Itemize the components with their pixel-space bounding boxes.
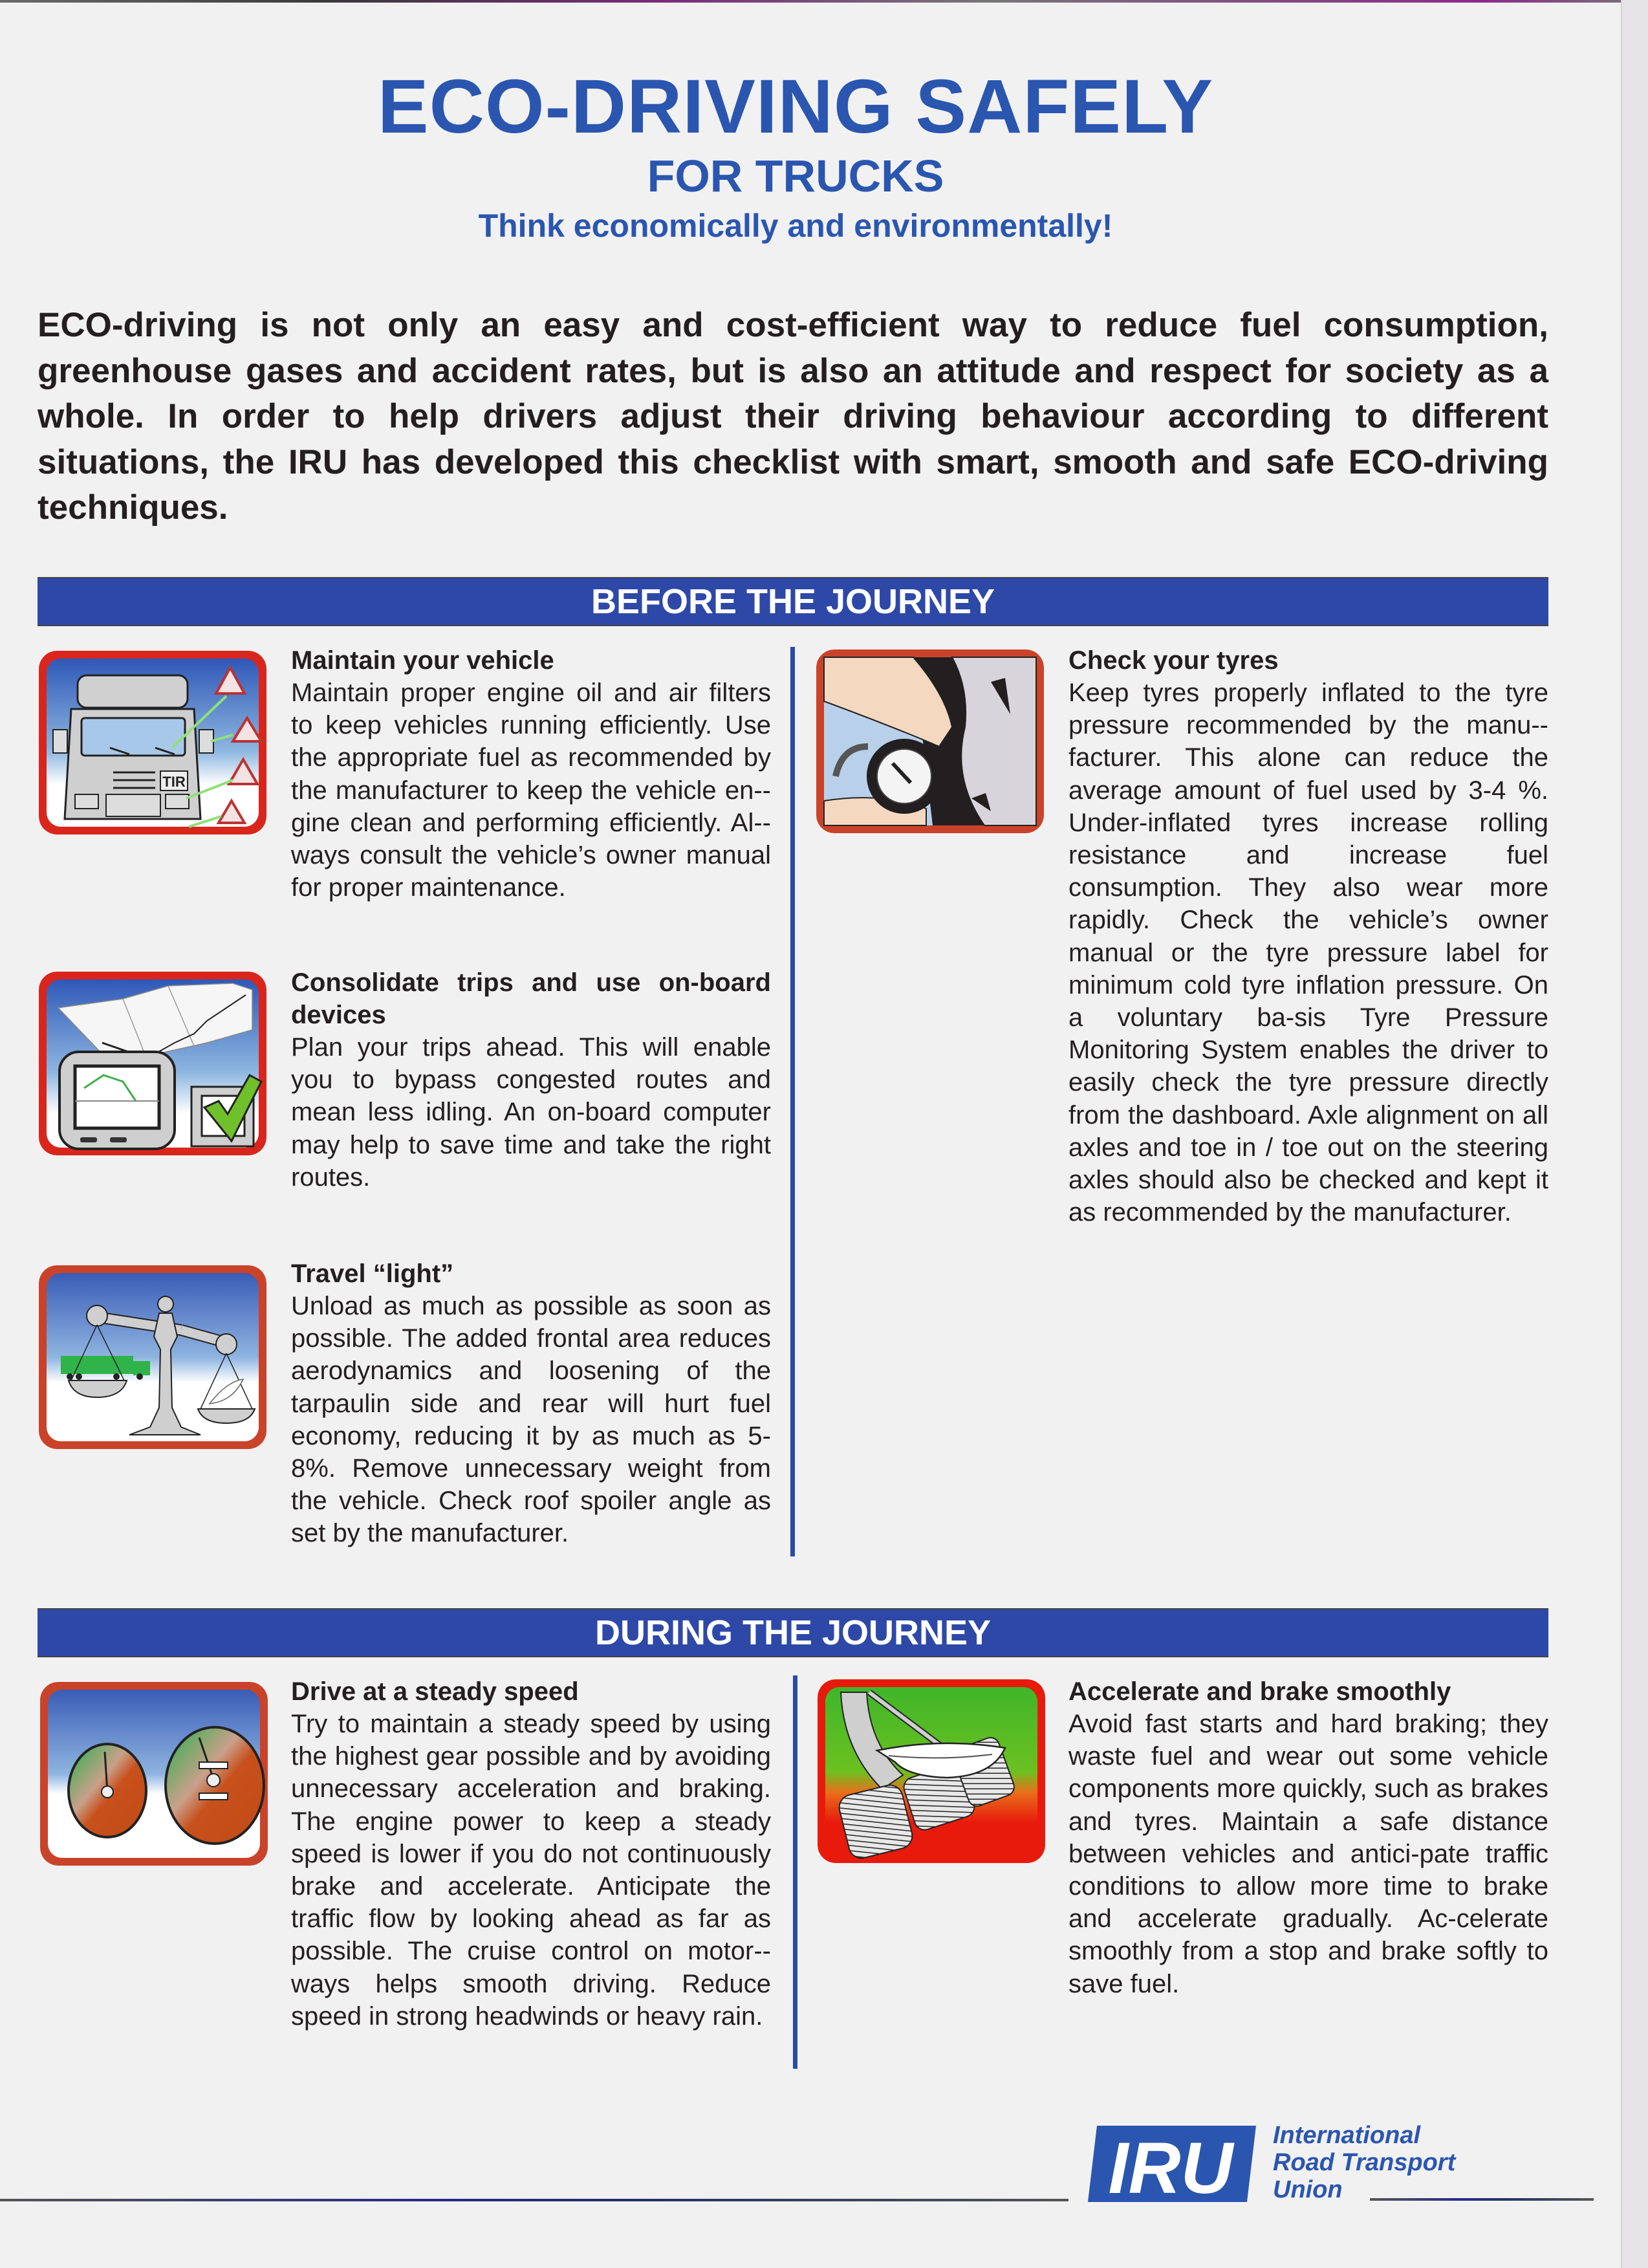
weighing-scale-icon: [39, 1265, 266, 1449]
speedometer-gauges-icon: [40, 1682, 268, 1866]
pedals-feather-icon: [818, 1679, 1045, 1863]
truck-maintenance-icon: [39, 651, 266, 834]
item-body: Keep tyres properly inflated to the tyre pressure recommended by the manu-facturer. This alone can reduce the average amount of fuel used by 3-4 %. Under-inflated tyres increase rolling resistance and increase fuel consumption. They also wear more rapidly. Check the vehicle’s owner manual or the tyre pressure label for minimum cold tyre inflation pressure. On a voluntary ba-sis Tyre Pressure Monitoring System enables the driver to easily check the tyre pressure directly from the dashboard. Axle alignment on all axles and toe in / toe out on the steering axles should also be checked and kept it as recommended by the manufacturer.: [1068, 679, 1548, 1227]
scan-top-edge: [0, 0, 1648, 3]
footer-rule-left: [0, 2199, 1068, 2201]
intro-paragraph: ECO-driving is not only an easy and cost-efficient way to reduce fuel consumption, greenhouse gases and accident rates, but is also an attitude and respect for society as a whole. In order to help drivers adjust their driving behaviour according to different situations, the IRU has developed this checklist with smart, smooth and safe ECO-driving techniques.: [38, 306, 1548, 527]
item-title: Consolidate trips and use on-board devices: [291, 968, 771, 1029]
item-body: Plan your trips ahead. This will enable you to bypass congested routes and mean less idling. An on-board computer may help to save time and take the right routes.: [291, 1033, 771, 1192]
item-title: Check your tyres: [1068, 646, 1279, 675]
page-subtitle: FOR TRUCKS: [647, 151, 944, 201]
item-body: Try to maintain a steady speed by using the highest gear possible and by avoiding unnecessary acceleration and braking. The engine power to keep a steady speed is lower if you do not continuously brake and accelerate. Anticipate the traffic flow by looking ahead as far as possible. The cruise control on motor-ways helps smooth driving. Reduce speed in strong headwinds or heavy rain.: [291, 1710, 771, 2031]
column-divider: [793, 1675, 797, 2069]
item-title: Accelerate and brake smoothly: [1068, 1677, 1451, 1706]
page-edge: [1621, 0, 1648, 2268]
navigation-device-map-icon: [39, 972, 266, 1155]
header: [0, 65, 1591, 246]
item-body: Avoid fast starts and hard braking; they waste fuel and wear out some vehicle components more quickly, such as brakes and tyres. Maintain a safe distance between vehicles and antici-pate traffic conditions to allow more time to brake and accelerate gradually. Ac-celerate smoothly from a stop and brake softly to save fuel.: [1068, 1710, 1548, 1998]
item-title: Maintain your vehicle: [291, 646, 554, 675]
org-name-line: Road Transport: [1273, 2149, 1456, 2176]
page-tagline: Think economically and environmentally!: [478, 208, 1113, 244]
item-title: Drive at a steady speed: [291, 1677, 579, 1706]
tyre-pressure-gauge-icon: [816, 649, 1044, 833]
page-title: ECO-DRIVING SAFELY: [377, 64, 1214, 149]
iru-org-name: [1273, 2122, 1455, 2203]
item-title: Travel “light”: [291, 1259, 454, 1288]
org-name-line: Union: [1273, 2176, 1343, 2203]
svg-text:TIR: TIR: [162, 774, 186, 790]
section-heading-before: BEFORE THE JOURNEY: [38, 577, 1548, 626]
org-name-line: International: [1273, 2122, 1421, 2149]
item-body: Maintain proper engine oil and air filters to keep vehicles running efficiently. Use the appropriate fuel as recommended by the manufacturer to keep the vehicle en-gine clean and performing efficiently. Al-ways consult the vehicle’s owner manual for proper maintenance.: [291, 679, 771, 902]
item-body: Unload as much as possible as soon as possible. The added frontal area reduces aerodynamics and loosening of the tarpaulin side and rear will hurt fuel economy, reducing it by as much as 5-8%. Remove unnecessary weight from the vehicle. Check roof spoiler angle as set by the manufacturer.: [291, 1292, 771, 1548]
iru-logo-mark: IRU: [1108, 2128, 1233, 2202]
section-heading-during: DURING THE JOURNEY: [38, 1608, 1548, 1657]
column-divider: [790, 647, 795, 1556]
iru-logo: [1088, 2126, 1256, 2202]
